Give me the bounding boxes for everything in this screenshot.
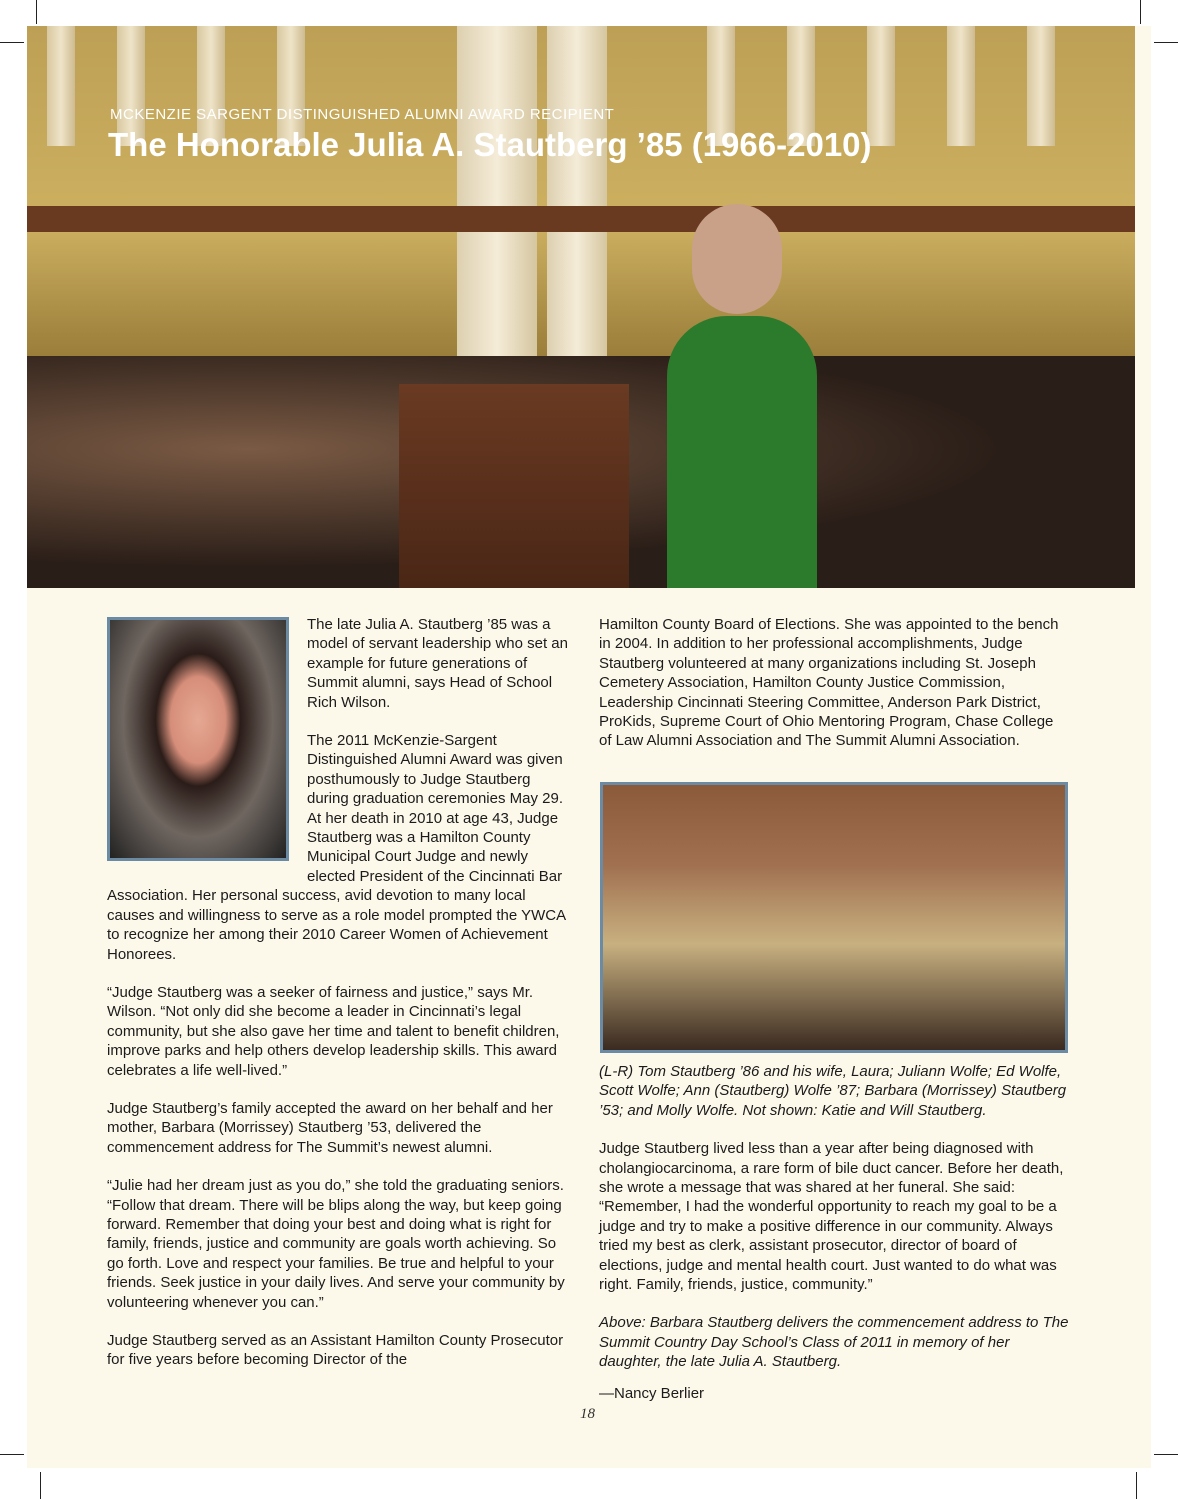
- right-column-intro: [599, 615, 1069, 770]
- paragraph: Hamilton County Board of Elections. She was appointed to the bench in 2004. In addition to her professional accomplishments, Judge Stautberg volunteered at many organizations including St. Joseph Cemetery Association, Hamilton County Justice Commission, Leadership Cincinnati Steering Committee, Anderson Park District, ProKids, Supreme Court of Ohio Mentoring Program, Chase College of Law Alumni Association and The Summit Alumni Association.: [599, 616, 1059, 750]
- page-number: 18: [580, 1406, 595, 1422]
- crop-mark: [0, 42, 24, 43]
- crop-mark: [1136, 1472, 1137, 1499]
- crop-mark: [1140, 0, 1141, 24]
- paragraph: The late Julia A. Stautberg ’85 was a model of servant leadership who set an example for future generations of Summit alumni, says Head of School Rich Wilson.: [307, 616, 568, 711]
- crop-mark: [1154, 42, 1178, 43]
- family-photo: [600, 782, 1068, 1053]
- byline: —Nancy Berlier: [599, 1384, 705, 1402]
- portrait-photo: [107, 617, 289, 861]
- paragraph: The 2011 McKenzie-Sargent Distinguished Alumni Award was given posthumously to Judge Stautberg during graduation ceremonies May 29. At her death in 2010 at age 43, Judge Stautberg was a Hamilton County Municipal Court Judge and newly elected President of the Cincinnati Bar Association. Her personal success, avid devotion to many local causes and willingness to serve as a role model prompted the YWCA to recognize her among their 2010 Career Women of Achievement Honorees.: [107, 732, 566, 963]
- paragraph: Judge Stautberg lived less than a year after being diagnosed with cholangiocarcinoma, a rare form of bile duct cancer. Before her death, she wrote a message that was shared at her funeral. She said: “Remember, I had the wonderful opportunity to reach my goal to be a judge and try to make a positive difference in our community. Always tried my best as clerk, assistant prosecutor, director of board of elections, judge and mental health court. Just wanted to do what was right. Family, friends, justice, community.”: [599, 1140, 1064, 1294]
- crop-mark: [36, 0, 37, 24]
- right-column-lower: [599, 1062, 1069, 1422]
- paragraph: Judge Stautberg served as an Assistant Hamilton County Prosecutor for five years before becoming Director of the: [107, 1332, 564, 1369]
- paragraph: “Julie had her dream just as you do,” she told the graduating seniors. “Follow that dream. There will be blips along the way, but keep going forward. Remember that doing your best and doing what is right for family, friends, justice and community are goals worth achieving. So go forth. Love and respect your families. Be true and helpful to your friends. Seek justice in your daily lives. And serve your community by volunteering whenever you can.”: [107, 1177, 565, 1311]
- crop-mark: [0, 1454, 24, 1455]
- hero-photo-caption: Above: Barbara Stautberg delivers the commencement address to The Summit Country Day School’s Class of 2011 in memory of her daughter, the late Julia A. Stautberg.: [599, 1314, 1069, 1371]
- family-photo-caption: (L-R) Tom Stautberg ’86 and his wife, Laura; Juliann Wolfe; Ed Wolfe, Scott Wolfe; Ann (Stautberg) Wolfe ’87; Barbara (Morrissey) Stautberg ’53; and Molly Wolfe. Not shown: Katie and Will Stautberg.: [599, 1063, 1067, 1119]
- paragraph: Judge Stautberg’s family accepted the award on her behalf and her mother, Barbara (Morrissey) Stautberg ’53, delivered the commencement address for The Summit’s newest alumni.: [107, 1099, 553, 1156]
- paragraph: “Judge Stautberg was a seeker of fairness and justice,” says Mr. Wilson. “Not only did she become a leader in Cincinnati’s legal community, but she also gave her time and talent to benefit children, improve parks and help others develop leadership skills. This award celebrates a life well-lived.”: [107, 983, 560, 1079]
- article-kicker: MCKENZIE SARGENT DISTINGUISHED ALUMNI AWARD RECIPIENT: [110, 106, 615, 123]
- crop-mark: [1154, 1454, 1178, 1455]
- article-title: The Honorable Julia A. Stautberg ’85 (1966-2010): [108, 126, 872, 163]
- left-column: [107, 615, 569, 1389]
- crop-mark: [40, 1472, 41, 1499]
